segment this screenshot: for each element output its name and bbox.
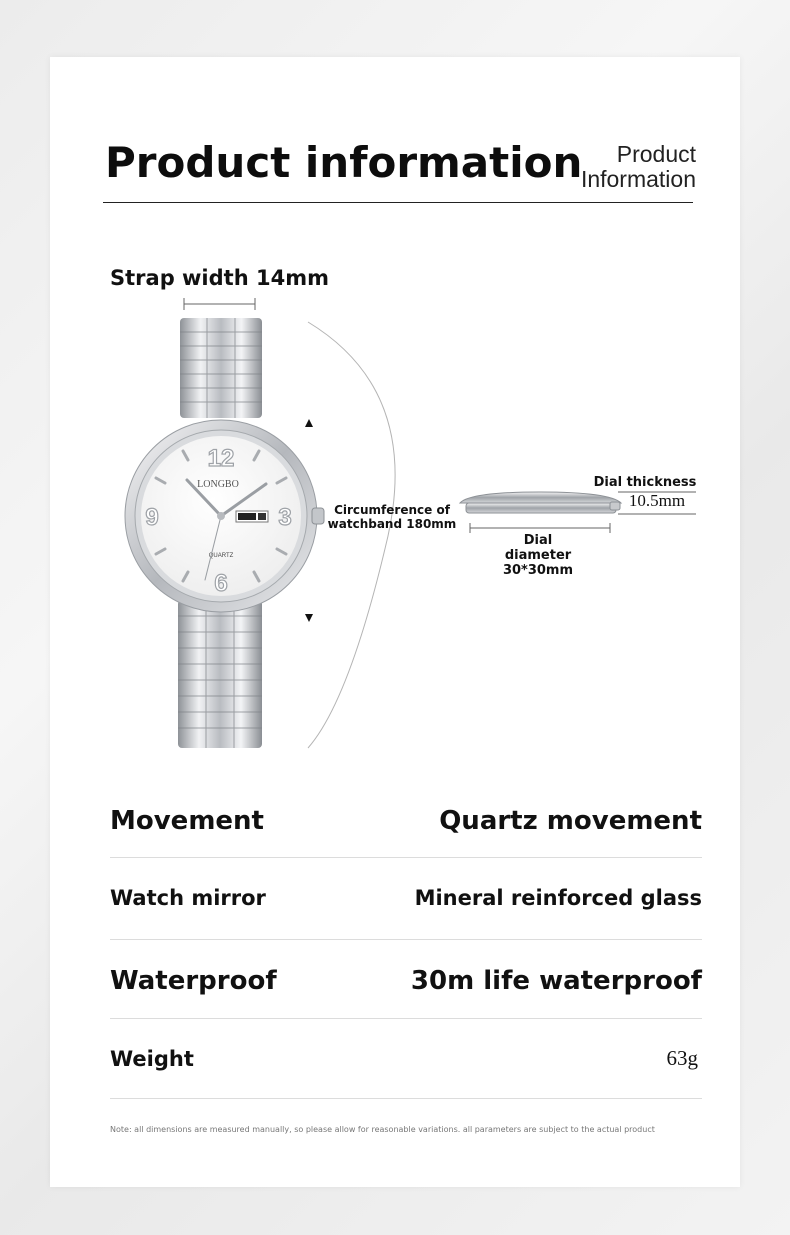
dial-diameter-line-3: 30*30mm bbox=[502, 563, 574, 578]
spec-label: Waterproof bbox=[110, 966, 277, 996]
spec-value: 30m life waterproof bbox=[410, 966, 702, 996]
spec-label: Watch mirror bbox=[110, 886, 266, 910]
numeral-12: 12 bbox=[207, 445, 235, 472]
strap-width-dimension bbox=[184, 298, 255, 310]
diameter-dimension bbox=[470, 523, 610, 533]
spec-row-movement bbox=[110, 806, 702, 836]
arrow-down-icon bbox=[305, 614, 313, 622]
dial-diameter-line-1: Dial bbox=[523, 533, 553, 548]
spec-value: Quartz movement bbox=[439, 806, 702, 836]
spec-label: Weight bbox=[110, 1046, 194, 1071]
numeral-9: 9 bbox=[145, 504, 159, 531]
subtitle-line-2: Information bbox=[580, 166, 696, 192]
numeral-6: 6 bbox=[214, 570, 228, 597]
strap-width-label: Strap width 14mm bbox=[110, 266, 329, 290]
spec-row-weight bbox=[110, 1046, 702, 1071]
subtitle-line-1: Product bbox=[616, 141, 696, 167]
circumference-line-2: watchband 180mm bbox=[327, 517, 457, 531]
watch-brand-text: LONGBO bbox=[197, 479, 239, 490]
page-title: Product information bbox=[105, 138, 583, 187]
arrow-up-icon bbox=[305, 419, 313, 427]
watch-side-profile bbox=[460, 492, 621, 513]
circumference-label bbox=[322, 503, 462, 531]
spec-divider bbox=[110, 939, 702, 940]
watch-type-text: QUARTZ bbox=[208, 553, 234, 559]
circumference-arc bbox=[305, 322, 395, 748]
spec-divider bbox=[110, 1018, 702, 1019]
spec-label: Movement bbox=[110, 806, 264, 836]
dial-thickness-value: 10.5mm bbox=[628, 491, 686, 510]
measurement-note: Note: all dimensions are measured manually, so please allow for reasonable variations. all parameters are subject to the actual product bbox=[110, 1125, 655, 1134]
spec-value: 63g bbox=[666, 1046, 698, 1070]
circumference-line-1: Circumference of bbox=[334, 503, 450, 517]
spec-divider bbox=[110, 1098, 702, 1099]
spec-row-watch-mirror bbox=[110, 886, 702, 910]
spec-row-waterproof bbox=[110, 966, 702, 996]
date-window bbox=[236, 511, 268, 522]
numeral-3: 3 bbox=[278, 504, 292, 531]
dial-thickness-label: Dial thickness bbox=[593, 475, 697, 490]
dial-diameter-label bbox=[498, 533, 578, 578]
spec-value: Mineral reinforced glass bbox=[414, 886, 702, 910]
dial-diameter-line-2: diameter bbox=[504, 548, 572, 563]
lower-bracelet bbox=[178, 600, 262, 748]
spec-divider bbox=[110, 857, 702, 858]
upper-bracelet bbox=[180, 318, 262, 418]
